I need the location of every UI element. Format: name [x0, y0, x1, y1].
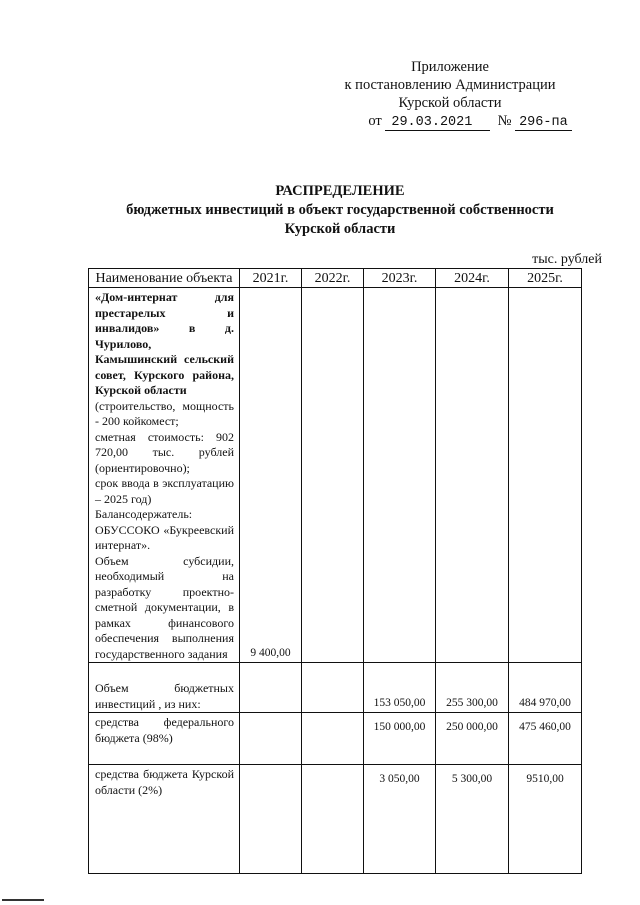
object-name: «Дом-интернат для престарелых и инвалидов» в д. Чурилово, Камышинский сельский совет, Курского района, Курской области [95, 290, 234, 397]
federal-2025: 475 460,00 [509, 713, 582, 765]
header-2021: 2021г. [240, 269, 302, 288]
header-row [89, 269, 582, 288]
regional-2021 [240, 765, 302, 874]
object-detail: (строительство, мощность - 200 койкомест; [95, 398, 234, 428]
object-2022 [302, 288, 364, 663]
number-prefix: № [497, 113, 512, 129]
object-2024 [436, 288, 509, 663]
regional-label: средства бюджета Курской области (2%) [89, 765, 240, 874]
resolution-date: 29.03.2021 [385, 115, 490, 131]
federal-row [89, 713, 582, 765]
title-line-1: РАСПРЕДЕЛЕНИЕ [275, 183, 405, 199]
object-detail: Балансодержатель: ОБУССОКО «Букреевский интернат». [95, 507, 234, 552]
regional-row [89, 765, 582, 874]
date-prefix: от [368, 113, 382, 129]
investments-2023: 153 050,00 [364, 663, 436, 713]
object-detail: Объем субсидии, необходимый на разработку проектно-сметной документации, в рамках финансового обеспечения выполнения государственного задания [95, 553, 234, 661]
federal-2022 [302, 713, 364, 765]
appendix-header [300, 58, 600, 132]
regional-2025: 9510,00 [509, 765, 582, 874]
federal-2023: 150 000,00 [364, 713, 436, 765]
regional-2023: 3 050,00 [364, 765, 436, 874]
regional-2024: 5 300,00 [436, 765, 509, 874]
investments-label: Объем бюджетных инвестиций , из них: [89, 663, 240, 713]
header-2025: 2025г. [509, 269, 582, 288]
title-line-3: Курской области [284, 221, 396, 237]
object-row [89, 288, 582, 663]
object-detail: сметная стоимость: 902 720,00 тыс. рублей (ориентировочно); [95, 429, 234, 475]
object-2021: 9 400,00 [240, 288, 302, 663]
object-2025 [509, 288, 582, 663]
units-label: тыс. рублей [532, 252, 602, 267]
appendix-region: Курской области [398, 95, 502, 111]
investments-2025: 484 970,00 [509, 663, 582, 713]
appendix-resolution: к постановлению Администрации [344, 77, 556, 93]
budget-table [88, 268, 582, 874]
header-2023: 2023г. [364, 269, 436, 288]
object-description [89, 288, 240, 663]
federal-label: средства федерального бюджета (98%) [89, 713, 240, 765]
object-2023 [364, 288, 436, 663]
title-line-2: бюджетных инвестиций в объект государственной собственности [126, 202, 554, 218]
header-2024: 2024г. [436, 269, 509, 288]
investments-2022 [302, 663, 364, 713]
resolution-number: 296-па [515, 115, 572, 131]
regional-2022 [302, 765, 364, 874]
document-title [60, 182, 620, 239]
appendix-title: Приложение [411, 59, 489, 75]
appendix-dateline [340, 112, 600, 132]
federal-2024: 250 000,00 [436, 713, 509, 765]
investments-2024: 255 300,00 [436, 663, 509, 713]
header-2022: 2022г. [302, 269, 364, 288]
investments-row [89, 663, 582, 713]
investments-2021 [240, 663, 302, 713]
object-detail: срок ввода в эксплуатацию – 2025 год) [95, 476, 234, 506]
scan-edge-mark [2, 899, 44, 901]
federal-2021 [240, 713, 302, 765]
header-name: Наименование объекта [89, 269, 240, 288]
